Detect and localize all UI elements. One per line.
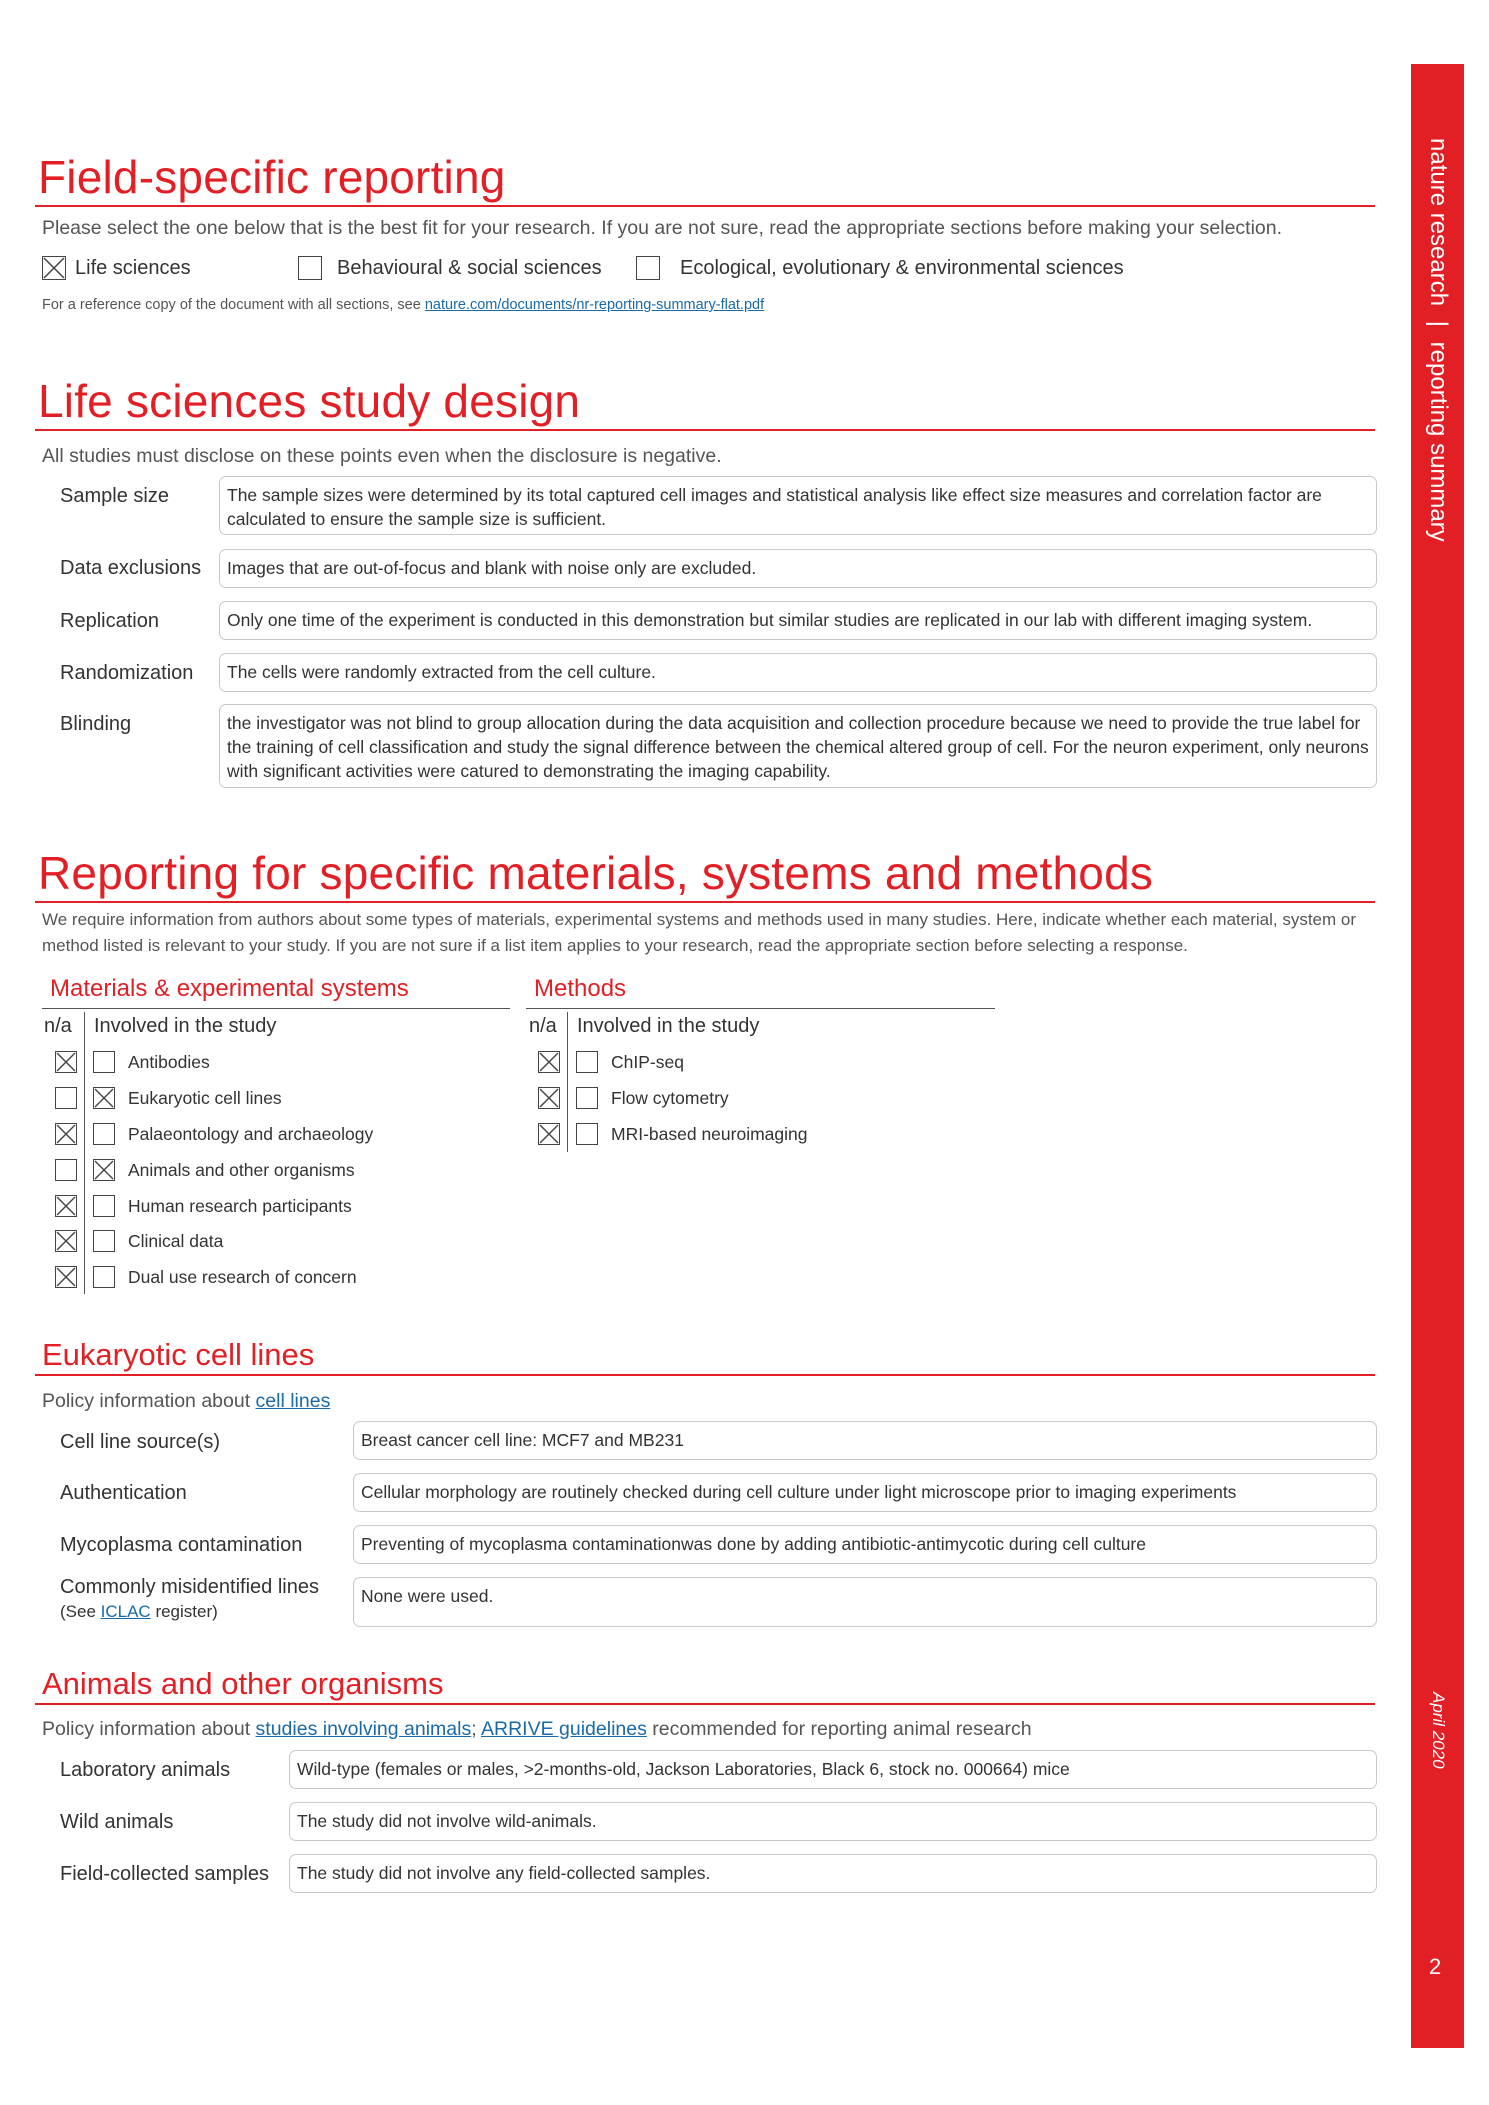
see-prefix: (See (60, 1602, 101, 1621)
animals-title: Animals and other organisms (42, 1666, 444, 1701)
field-instruction: Please select the one below that is the best fit for your research. If you are not sure, read the appropriate sections before making your selection. (42, 217, 1283, 239)
na-checkbox-eukaryotic[interactable] (55, 1087, 77, 1109)
iclac-note (60, 1602, 218, 1622)
row-label: Wild animals (60, 1811, 174, 1833)
page-number: 2 (1429, 1954, 1442, 1979)
option-label: Ecological, evolutionary & environmental sciences (680, 257, 1124, 279)
method-item-label: MRI-based neuroimaging (611, 1124, 808, 1144)
materials-column-divider (84, 1012, 85, 1294)
materials-col-involved: Involved in the study (94, 1015, 277, 1037)
study-design-intro: All studies must disclose on these points even when the disclosure is negative. (42, 445, 722, 467)
materials-heading: Materials & experimental systems (50, 975, 409, 1002)
na-checkbox-flow[interactable] (538, 1087, 560, 1109)
option-label: Behavioural & social sciences (337, 257, 602, 279)
doc-name: reporting summary (1425, 341, 1452, 542)
animals-policy (42, 1718, 1032, 1741)
na-checkbox-human[interactable] (55, 1195, 77, 1217)
na-checkbox-palaeontology[interactable] (55, 1123, 77, 1145)
na-checkbox-dual-use[interactable] (55, 1266, 77, 1288)
involved-checkbox-mri[interactable] (576, 1123, 598, 1145)
sidebar-brand-title (1424, 138, 1452, 542)
methods-col-na: n/a (529, 1015, 557, 1037)
check-cross-icon (94, 1088, 114, 1108)
check-cross-icon (56, 1267, 76, 1287)
row-label: Blinding (60, 713, 132, 735)
involved-checkbox-animals[interactable] (93, 1159, 115, 1181)
materials-heading-rule (42, 1008, 510, 1009)
materials-methods-intro: We require information from authors about some types of materials, experimental systems and methods used in many studies. Here, indicate whether each material, system or method listed is relevant to your study. If you are not sure if a list item applies to your research, read the appropriate section before selecting a response. (42, 910, 1357, 955)
arrive-guidelines-link[interactable]: ARRIVE guidelines (481, 1718, 647, 1740)
materials-col-na: n/a (44, 1015, 72, 1037)
section-divider (35, 1374, 1375, 1376)
checkbox-ecological[interactable] (636, 256, 660, 280)
row-label: Data exclusions (60, 557, 202, 579)
policy-prefix: Policy information about (42, 1718, 256, 1740)
na-checkbox-chipseq[interactable] (538, 1051, 560, 1073)
field-collected-samples-field[interactable]: The study did not involve any field-collected samples. (289, 1854, 1377, 1893)
randomization-field[interactable]: The cells were randomly extracted from the cell culture. (219, 653, 1377, 692)
row-label: Sample size (60, 485, 169, 507)
checkbox-behavioural[interactable] (298, 256, 322, 280)
sidebar-date: April 2020 (1429, 1692, 1448, 1769)
option-label: Life sciences (75, 257, 191, 279)
policy-suffix: recommended for reporting animal research (646, 1718, 1032, 1740)
section-divider (35, 429, 1375, 431)
check-cross-icon (56, 1124, 76, 1144)
policy-prefix: Policy information about (42, 1390, 256, 1412)
involved-checkbox-dual-use[interactable] (93, 1266, 115, 1288)
check-cross-icon (539, 1124, 559, 1144)
authentication-field[interactable]: Cellular morphology are routinely checked during cell culture under light microscope prior to imaging experiments (353, 1473, 1377, 1512)
material-item-label: Dual use research of concern (128, 1267, 357, 1287)
checkbox-life-sciences[interactable] (42, 256, 66, 280)
study-design-title: Life sciences study design (38, 375, 581, 427)
cell-lines-link[interactable]: cell lines (255, 1390, 331, 1412)
involved-checkbox-antibodies[interactable] (93, 1051, 115, 1073)
involved-checkbox-palaeontology[interactable] (93, 1123, 115, 1145)
methods-col-involved: Involved in the study (577, 1015, 760, 1037)
material-item-label: Animals and other organisms (128, 1160, 355, 1180)
iclac-link[interactable]: ICLAC (100, 1602, 151, 1621)
row-label: Field-collected samples (60, 1863, 269, 1885)
section-divider (35, 901, 1375, 903)
material-item-label: Eukaryotic cell lines (128, 1088, 282, 1108)
row-label: Replication (60, 610, 159, 632)
na-checkbox-antibodies[interactable] (55, 1051, 77, 1073)
cell-lines-title: Eukaryotic cell lines (42, 1337, 315, 1372)
section-divider (35, 1703, 1375, 1705)
row-label: Laboratory animals (60, 1759, 231, 1781)
row-label: Cell line source(s) (60, 1431, 221, 1453)
check-cross-icon (56, 1052, 76, 1072)
laboratory-animals-field[interactable]: Wild-type (females or males, >2-months-old, Jackson Laboratories, Black 6, stock no. 000664) mice (289, 1750, 1377, 1789)
brand-name: nature research (1425, 138, 1452, 307)
row-label: Commonly misidentified lines (60, 1576, 319, 1598)
material-item-label: Antibodies (128, 1052, 210, 1072)
na-checkbox-mri[interactable] (538, 1123, 560, 1145)
involved-checkbox-chipseq[interactable] (576, 1051, 598, 1073)
involved-checkbox-clinical[interactable] (93, 1230, 115, 1252)
na-checkbox-animals[interactable] (55, 1159, 77, 1181)
method-item-label: ChIP-seq (611, 1052, 684, 1072)
sample-size-field[interactable]: The sample sizes were determined by its total captured cell images and statistical analysis like effect size measures and correlation factor are calculated to ensure the sample size is sufficient. (219, 476, 1377, 535)
row-label: Authentication (60, 1482, 187, 1504)
wild-animals-field[interactable]: The study did not involve wild-animals. (289, 1802, 1377, 1841)
reference-link[interactable]: nature.com/documents/nr-reporting-summary-flat.pdf (424, 297, 765, 313)
see-suffix: register) (150, 1602, 218, 1621)
check-cross-icon (539, 1088, 559, 1108)
blinding-field[interactable]: the investigator was not blind to group allocation during the data acquisition and collection procedure because we need to provide the true label for the training of cell classification and study the signal difference between the chemical altered group of cell. For the neuron experiment, only neurons with significant activities were catured to demonstrating the imaging capability. (219, 704, 1377, 788)
check-cross-icon (43, 257, 65, 279)
material-item-label: Palaeontology and archaeology (128, 1124, 374, 1144)
field-specific-title: Field-specific reporting (38, 151, 506, 203)
involved-checkbox-human[interactable] (93, 1195, 115, 1217)
replication-field[interactable]: Only one time of the experiment is conducted in this demonstration but similar studies are replicated in our lab with different imaging system. (219, 601, 1377, 640)
methods-column-divider (567, 1012, 568, 1152)
cell-lines-policy (42, 1390, 330, 1413)
na-checkbox-clinical[interactable] (55, 1230, 77, 1252)
material-item-label: Human research participants (128, 1196, 352, 1216)
mycoplasma-field[interactable]: Preventing of mycoplasma contaminationwas done by adding antibiotic-antimycotic during cell culture (353, 1525, 1377, 1564)
check-cross-icon (56, 1196, 76, 1216)
reference-note (42, 297, 764, 313)
section-divider (35, 205, 1375, 207)
misidentified-lines-field[interactable]: None were used. (353, 1577, 1377, 1627)
materials-methods-title: Reporting for specific materials, systems and methods (38, 847, 1154, 899)
cell-line-source-field[interactable]: Breast cancer cell line: MCF7 and MB231 (353, 1421, 1377, 1460)
reference-text: For a reference copy of the document with all sections, see (42, 297, 425, 313)
methods-heading: Methods (534, 975, 627, 1002)
brand-separator: | (1425, 320, 1452, 327)
involved-checkbox-eukaryotic[interactable] (93, 1087, 115, 1109)
involved-checkbox-flow[interactable] (576, 1087, 598, 1109)
row-label: Mycoplasma contamination (60, 1534, 303, 1556)
methods-heading-rule (526, 1008, 995, 1009)
check-cross-icon (94, 1160, 114, 1180)
row-label: Randomization (60, 662, 194, 684)
animals-studies-link[interactable]: studies involving animals (255, 1718, 472, 1740)
check-cross-icon (56, 1231, 76, 1251)
method-item-label: Flow cytometry (611, 1088, 729, 1108)
data-exclusions-field[interactable]: Images that are out-of-focus and blank with noise only are excluded. (219, 549, 1377, 588)
check-cross-icon (539, 1052, 559, 1072)
material-item-label: Clinical data (128, 1231, 224, 1251)
policy-separator: ; (471, 1718, 481, 1740)
